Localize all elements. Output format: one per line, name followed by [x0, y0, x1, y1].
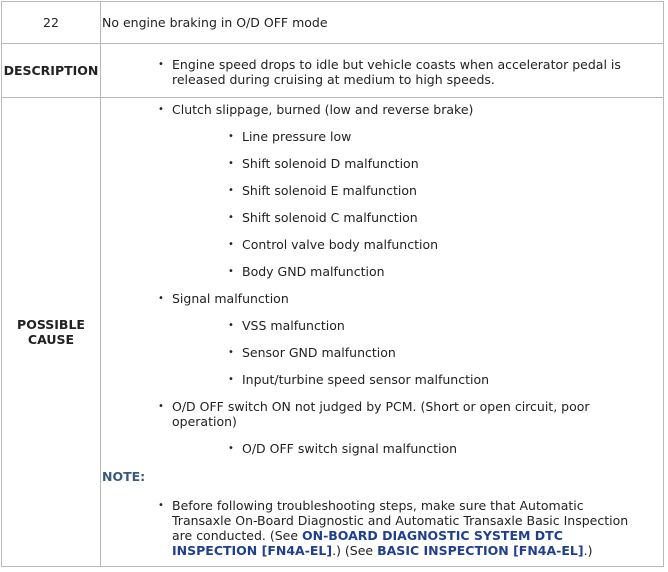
cause-subitem: • Sensor GND malfunction [101, 345, 663, 360]
header-row [2, 2, 664, 44]
description-list [101, 57, 663, 87]
description-row [2, 44, 664, 98]
note-item [101, 498, 663, 558]
description-item: • Engine speed drops to idle but vehicle coasts when accelerator pedal is released during cruising at medium to high speeds. [101, 57, 663, 87]
cause-subitem: • Body GND malfunction [101, 264, 663, 279]
cause-item: • Signal malfunction [101, 291, 663, 306]
cause-subitem: • Input/turbine speed sensor malfunction [101, 372, 663, 387]
cause-group-1 [101, 102, 663, 279]
note-list [101, 498, 663, 558]
possible-cause-label: POSSIBLE CAUSE [2, 98, 101, 567]
note-text-middle: .) (See [332, 543, 378, 558]
note-text-before: Before following troubleshooting steps, make sure that Automatic Transaxle On-Board Diagnostic and Automatic Transaxle Basic Inspection are conducted. (See [172, 498, 629, 543]
description-cell [101, 44, 664, 98]
cause-group-2 [101, 291, 663, 387]
cause-subitem: • Shift solenoid D malfunction [101, 156, 663, 171]
possible-cause-cell [101, 98, 664, 567]
cause-subitem: • Shift solenoid C malfunction [101, 210, 663, 225]
cause-list [101, 102, 663, 558]
note-label: NOTE: [102, 469, 146, 484]
trouble-title: No engine braking in O/D OFF mode [102, 15, 328, 30]
cause-subitem: • Line pressure low [101, 129, 663, 144]
cause-subitem: • Control valve body malfunction [101, 237, 663, 252]
description-label: DESCRIPTION [2, 44, 101, 98]
cause-subitem: • VSS malfunction [101, 318, 663, 333]
cause-item: • Clutch slippage, burned (low and reverse brake) [101, 102, 663, 117]
cause-group-3 [101, 399, 663, 456]
cause-subitem: • O/D OFF switch signal malfunction [101, 441, 663, 456]
onboard-diagnostic-link[interactable]: ON-BOARD DIAGNOSTIC SYSTEM DTC INSPECTION [FN4A-EL] [172, 528, 563, 558]
cause-subitem: • Shift solenoid E malfunction [101, 183, 663, 198]
note-text-after: .) [583, 543, 593, 558]
trouble-title-cell [101, 2, 664, 44]
troubleshooting-table [1, 1, 664, 567]
possible-cause-row [2, 98, 664, 567]
cause-item: • O/D OFF switch ON not judged by PCM. (Short or open circuit, poor operation) [101, 399, 663, 429]
trouble-number: 22 [2, 2, 101, 44]
basic-inspection-link[interactable]: BASIC INSPECTION [FN4A-EL] [377, 543, 584, 558]
